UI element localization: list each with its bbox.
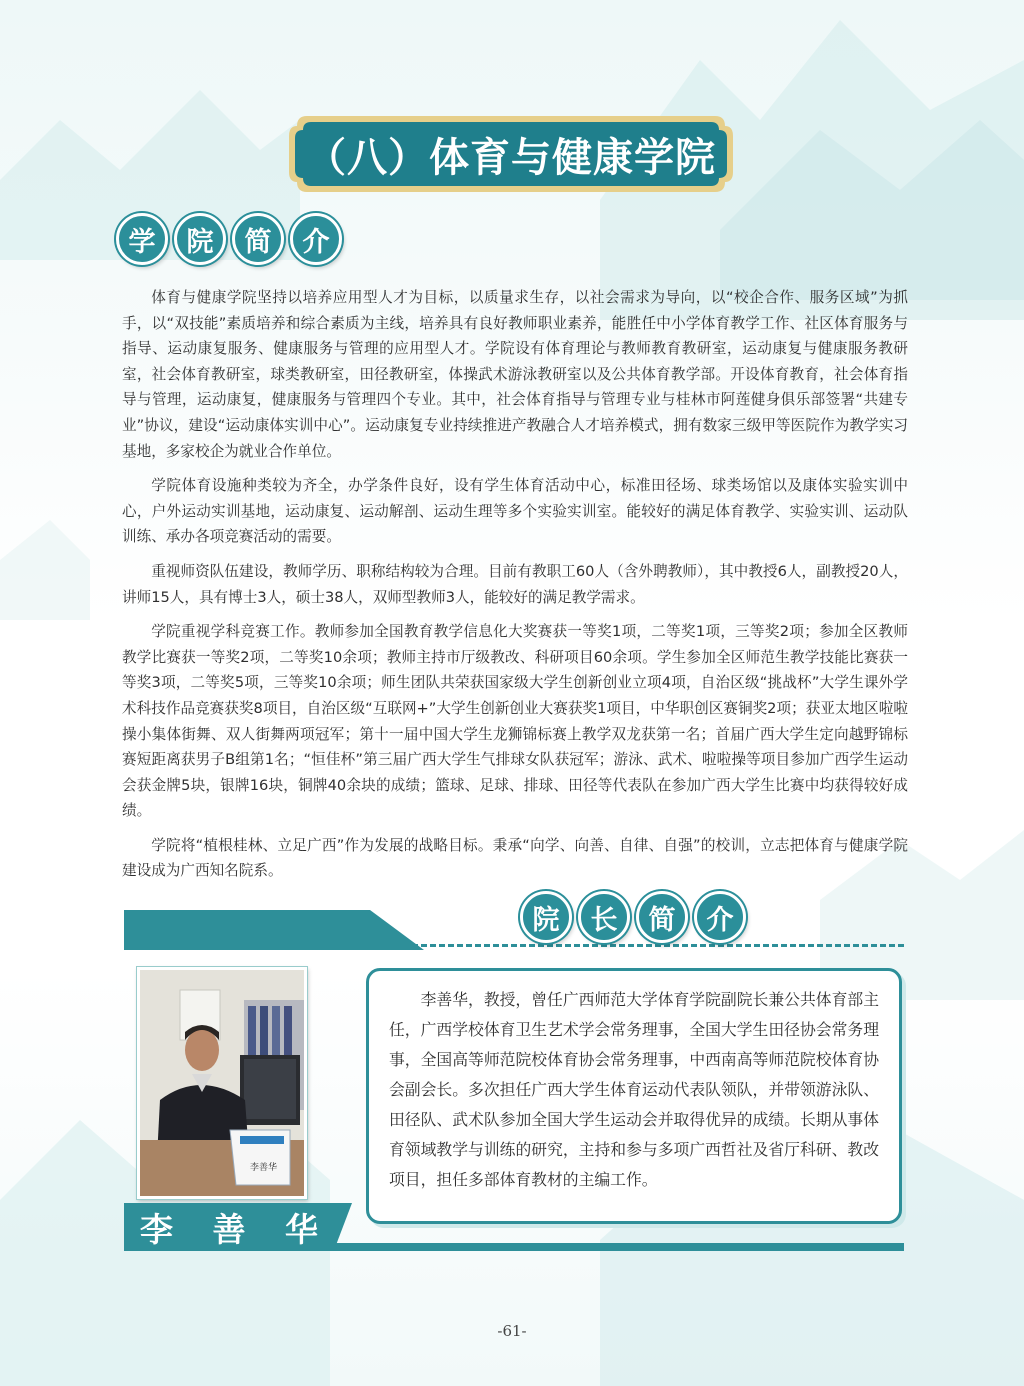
dean-heading (520, 891, 746, 943)
intro-paragraph: 重视师资队伍建设，教师学历、职称结构较为合理。目前有教职工60人（含外聘教师），其中教授6人，副教授20人，讲师15人，具有博士3人，硕士38人，双师型教师3人，能较好的满足教学需求。 (122, 562, 908, 606)
heading-char: 介 (694, 891, 746, 943)
dean-name: 李 善 华 (140, 1209, 332, 1249)
page-number: -61- (497, 1322, 527, 1340)
page-title: （八）体育与健康学院 (306, 134, 716, 181)
intro-paragraph: 学院体育设施种类较为齐全，办学条件良好，设有学生体育活动中心，标准田径场、球类场馆以及康体实验实训中心，户外运动实训基地，运动康复、运动解剖、运动生理等多个实验实训室。能较好的满足体育教学、实验实训、运动队训练、承办各项竞赛活动的需要。 (122, 477, 908, 546)
portrait-illustration (140, 970, 304, 1196)
intro-heading (116, 213, 342, 265)
heading-char: 介 (290, 213, 342, 265)
svg-text:李善华: 李善华 (250, 1163, 278, 1173)
dean-bio: 李善华，教授，曾任广西师范大学体育学院副院长兼公共体育部主任，广西学校体育卫生艺术学会常务理事，全国大学生田径协会常务理事，全国高等师范院校体育协会常务理事，中西南高等师范院校体育协会副会长。多次担任广西大学生体育运动代表队领队，并带领游泳队、田径队、武术队参加全国大学生运动会并取得优异的成绩。长期从事体育领域教学与训练的研究，主持和参与多项广西哲社及省厅科研、教改项目，担任多部体育教材的主编工作。 (389, 990, 879, 1189)
dean-photo (137, 967, 307, 1199)
heading-char: 简 (636, 891, 688, 943)
intro-text (122, 285, 908, 893)
section-divider (124, 944, 904, 947)
heading-char: 院 (520, 891, 572, 943)
heading-char: 简 (232, 213, 284, 265)
intro-paragraph: 体育与健康学院坚持以培养应用型人才为目标，以质量求生存，以社会需求为导向，以“校企合作、服务区域”为抓手，以“双技能”素质培养和综合素质为主线，培养具有良好教师职业素养，能胜任中小学体育教学工作、社区体育服务与指导、运动康复服务、健康服务与管理的应用型人才。学院设有体育理论与教师教育教研室，运动康复与健康服务教研室，社会体育教研室，球类教研室，田径教研室，体操武术游泳教研室以及公共体育教学部。开设体育教育，社会体育指导与管理，运动康复，健康服务与管理四个专业。其中，社会体育指导与管理专业与桂林市阿莲健身俱乐部签署“共建专业”协议，建设“运动康体实训中心”。运动康复专业持续推进产教融合人才培养模式，拥有数家三级甲等医院作为教学实习基地，多家校企为就业合作单位。 (122, 289, 908, 460)
heading-char: 长 (578, 891, 630, 943)
intro-paragraph: 学院重视学科竞赛工作。教师参加全国教育教学信息化大奖赛获一等奖1项，二等奖1项，三等奖2项；参加全区教师教学比赛获一等奖2项，二等奖10余项；教师主持市厅级教改、科研项目60余项。学生参加全区师范生教学技能比赛获一等奖3项，二等奖5项，三等奖10余项；师生团队共荣获国家级大学生创新创业立项4项，自治区级“挑战杯”大学生课外学术科技作品竞赛获奖8项目，自治区级“互联网+”大学生创新创业大赛获奖1项目，中华职创区赛铜奖2项；获亚太地区啦啦操小集体街舞、双人街舞两项冠军；第十一届中国大学生龙狮锦标赛上教学双龙获第一名；首届广西大学生定向越野锦标赛短距离获男子B组第1名；“恒佳杯”第三届广西大学生气排球女队获冠军；游泳、武术、啦啦操等项目参加广西学生运动会获金牌5块，银牌16块，铜牌40余块的成绩；篮球、足球、排球、田径等代表队在参加广西大学生比赛中均获得较好成绩。 (122, 623, 908, 820)
heading-char: 院 (174, 213, 226, 265)
heading-char: 学 (116, 213, 168, 265)
title-banner (285, 112, 737, 196)
dean-bio-box (366, 968, 902, 1224)
intro-paragraph: 学院将“植根桂林、立足广西”作为发展的战略目标。秉承“向学、向善、自律、自强”的校训，立志把体育与健康学院建设成为广西知名院系。 (122, 836, 908, 880)
